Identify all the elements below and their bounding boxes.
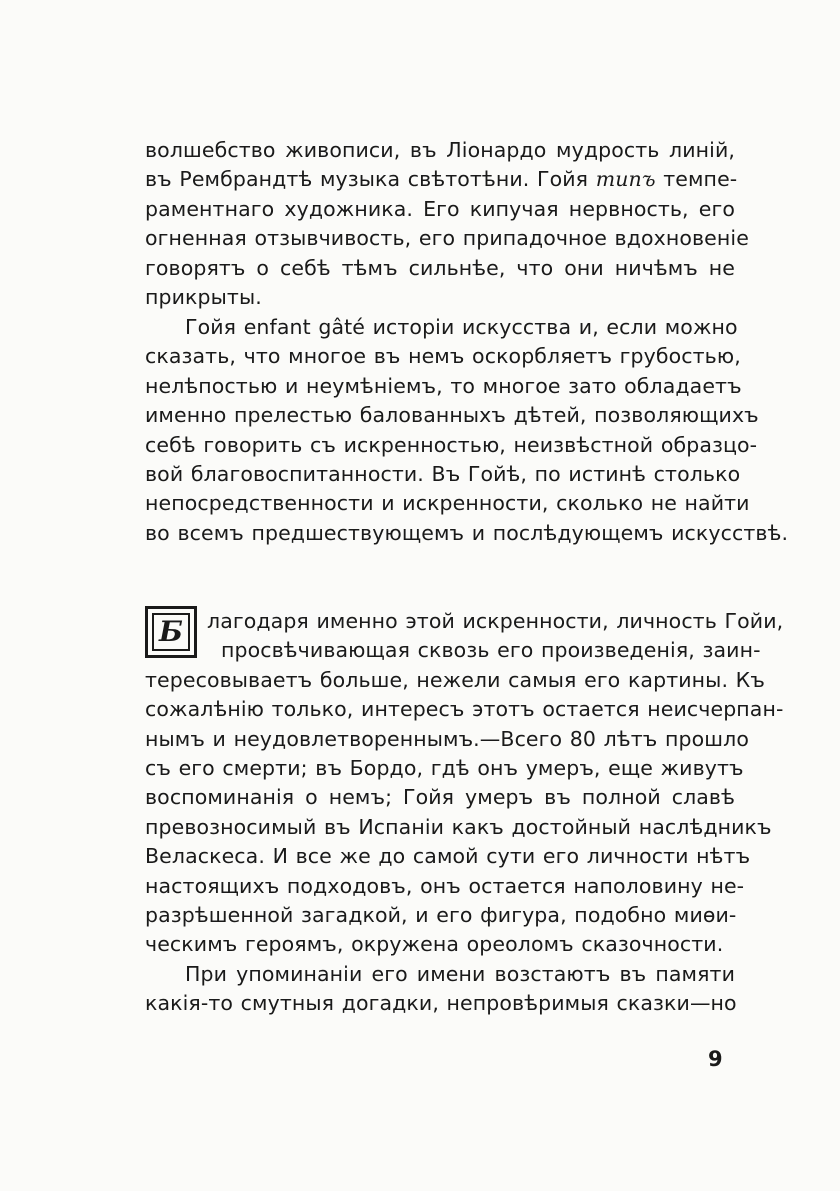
paragraph-2 (145, 313, 789, 548)
text-line: именно прелестью балованныхъ дѣтей, позволяющихъ (145, 403, 759, 428)
text-line: себѣ говорить съ искренностью, неизвѣстной образцо- (145, 432, 758, 457)
text-line: нымъ и неудовлетвореннымъ.—Всего 80 лѣтъ прошло (145, 726, 749, 751)
text-line: просвѣчивающая сквозь его произведенiя, заин- (221, 638, 761, 663)
text-line: При упоминанiи его имени возстаютъ въ памяти (185, 962, 735, 986)
text-line: нелѣпостью и неумѣнiемъ, то многое зато обладаетъ (145, 373, 742, 398)
text-line: Гойя enfant gâté исторiи искусства и, если можно (185, 315, 738, 339)
italic-word: типъ (595, 167, 656, 192)
text-line: непосредственности и искренности, сколько не найти (145, 491, 750, 516)
text-line: говорятъ о себѣ тѣмъ сильнѣе, что они ничѣмъ не (145, 255, 735, 280)
text-line: какiя-то смутныя догадки, непровѣримыя сказки—но (145, 991, 737, 1016)
text-run: въ Рембрандтѣ музыка свѣтотѣни. Гойя (145, 167, 596, 192)
text-line: огненная отзывчивость, его припадочное вдохновенiе (145, 226, 749, 251)
page-number: 9 (708, 1047, 723, 1071)
text-line: волшебство живописи, въ Лiонардо мудрость линiй, (145, 138, 735, 162)
text-line: настоящихъ подходовъ, онъ остается наполовину не- (145, 873, 745, 898)
text-line: сожалѣнiю только, интересъ этотъ остается неисчерпан- (145, 697, 784, 722)
text-line: прикрыты. (145, 284, 262, 309)
text-run: темпе- (655, 167, 738, 192)
text-line: ческимъ героямъ, окружена ореоломъ сказочности. (145, 932, 724, 957)
text-line: съ его смерти; въ Бордо, гдѣ онъ умеръ, еще живутъ (145, 755, 744, 780)
text-line: превозносимый въ Испанiи какъ достойный наслѣдникъ (145, 814, 772, 839)
text-line: раментнаго художника. Его кипучая нервность, его (145, 196, 735, 221)
text-line: тересовываетъ больше, нежели самыя его картины. Къ (145, 667, 765, 692)
text-line: во всемъ предшествующемъ и послѣдующемъ искусствѣ. (145, 520, 789, 545)
text-line: разрѣшенной загадкой, и его фигура, подобно миѳи- (145, 902, 737, 927)
text-line: воспоминанiя о немъ; Гойя умеръ въ полной славѣ (145, 785, 735, 810)
drop-cap-letter: Б (152, 613, 190, 651)
paragraph-1 (145, 136, 749, 312)
text-line (145, 165, 738, 194)
paragraph-3 (145, 607, 784, 960)
text-line: вой благовоспитанности. Въ Гойѣ, по истинѣ столько (145, 461, 741, 486)
text-line: лагодаря именно этой искренности, личность Гойи, (207, 609, 784, 633)
text-line: Веласкеса. И все же до самой сути его личности нѣтъ (145, 844, 751, 869)
text-line: сказать, что многое въ немъ оскорбляетъ грубостью, (145, 344, 741, 369)
paragraph-4 (145, 960, 735, 1019)
